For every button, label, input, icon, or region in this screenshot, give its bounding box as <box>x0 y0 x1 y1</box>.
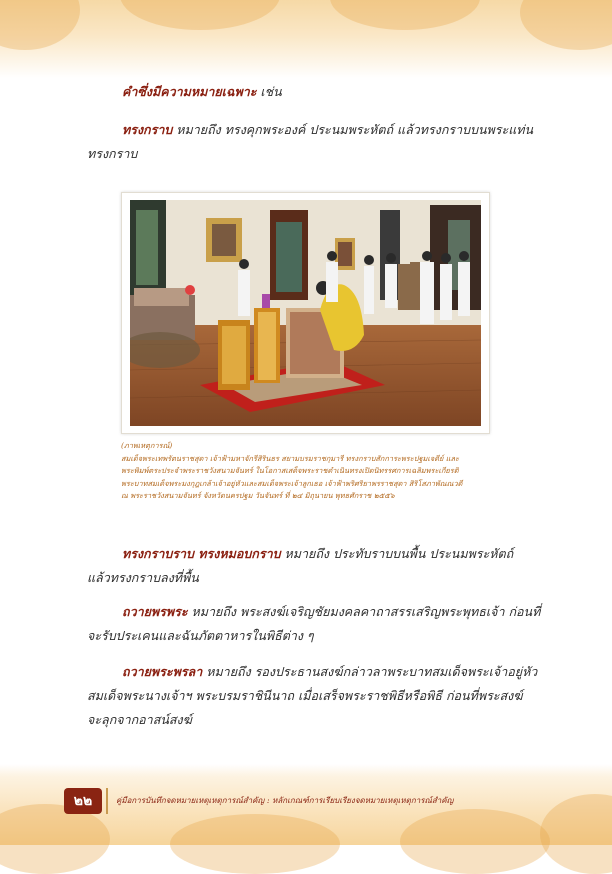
photo-caption <box>121 440 491 503</box>
event-photo-frame <box>121 192 490 434</box>
entry-definition: หมายถึง ประทับราบบนพื้น ประนมพระหัตถ์ <box>280 546 514 561</box>
entry-definition: หมายถึง รองประธานสงฆ์กล่าวลาพระบาทสมเด็จพระเจ้าอยู่หัว <box>202 664 538 679</box>
intro-heading <box>122 80 282 104</box>
header-decoration <box>0 0 612 78</box>
entry-2-line-1 <box>122 542 513 566</box>
entry-term: ทรงกราบราบ ทรงหมอบกราบ <box>122 546 281 561</box>
heading-suffix: เช่น <box>256 84 282 99</box>
entry-term: ทรงกราบ <box>122 122 173 137</box>
page-number: ๒๒ <box>64 788 102 814</box>
entry-3-line-1 <box>122 600 540 624</box>
entry-definition: หมายถึง พระสงฆ์เจริญชัยมงคลคาถาสรรเสริญพระพุทธเจ้า ก่อนที่ <box>187 604 541 619</box>
caption-line: พระบาทสมเด็จพระมงกุฎเกล้าเจ้าอยู่หัวและสมเด็จพระเจ้าลูกเธอ เจ้าฟ้าพริศริยาพรราชสุดา สิริโสภาพัณณวดี <box>121 478 463 488</box>
event-photo <box>130 200 481 426</box>
entry-2-line-2: แล้วทรงกราบลงที่พื้น <box>87 570 199 585</box>
caption-line: ณ พระราชวังสนามจันทร์ จังหวัดนครปฐม วันจันทร์ ที่ ๒๔ มิถุนายน พุทธศักราช ๒๕๕๖ <box>121 491 395 500</box>
entry-1-line-1 <box>122 118 533 142</box>
entry-term: ถวายพรพระ <box>122 604 188 619</box>
heading-term: คำซึ่งมีความหมายเฉพาะ <box>122 84 257 99</box>
entry-1-line-2: ทรงกราบ <box>87 146 138 161</box>
footer-divider <box>106 788 108 814</box>
entry-definition: หมายถึง ทรงคุกพระองค์ ประนมพระหัตถ์ แล้วทรงกราบบนพระแท่น <box>172 122 534 137</box>
entry-4-line-3: จะลุกจากอาสน์สงฆ์ <box>87 712 192 727</box>
entry-3-line-2: จะรับประเคนและฉันภัตตาหารในพิธีต่าง ๆ <box>87 628 314 643</box>
entry-term: ถวายพระพรลา <box>122 664 203 679</box>
footer-title: คู่มือการบันทึกจดหมายเหตุเหตุการณ์สำคัญ : หลักเกณฑ์การเรียบเรียงจดหมายเหตุเหตุการณ์สำคัญ <box>116 796 454 805</box>
caption-line: สมเด็จพระเทพรัตนราชสุดา เจ้าฟ้ามหาจักรีสิรินธร สยามบรมราชกุมารี ทรงกราบสักการะพระปฐมเจดีย์ และ <box>121 453 459 463</box>
caption-line: พระพิมพ์ตระประจำพระราชวังสนามจันทร์ ในโอกาสเสด็จพระราชดำเนินทรงเปิดนิทรรศการเฉลิมพระเกียรติ <box>121 466 459 475</box>
entry-4-line-1 <box>122 660 537 684</box>
entry-4-line-2: สมเด็จพระนางเจ้าฯ พระบรมราชินีนาถ เมื่อเสร็จพระราชพิธีหรือพิธี ก่อนที่พระสงฆ์ <box>87 688 523 703</box>
caption-line: (ภาพเหตุการณ์) <box>121 441 173 450</box>
